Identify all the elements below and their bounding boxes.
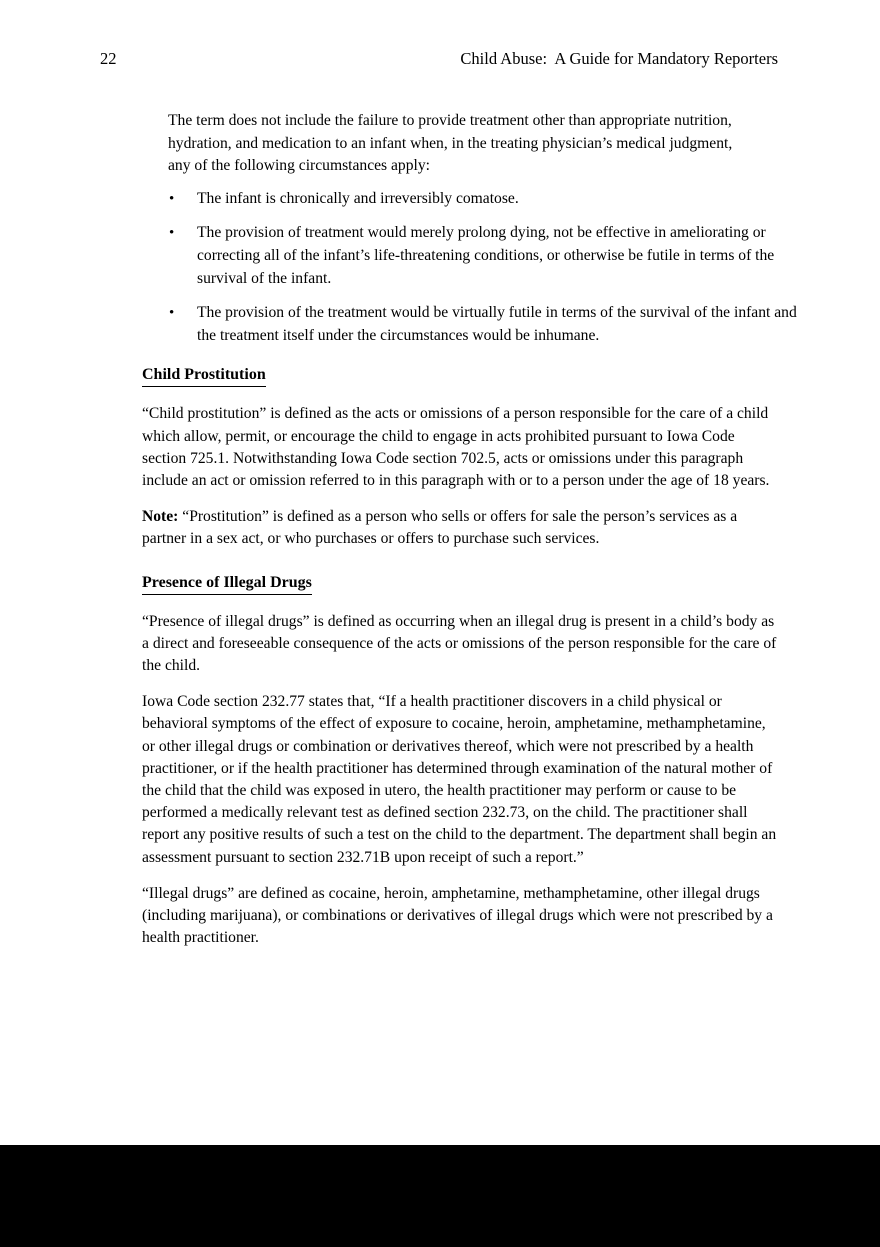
note-label: Note: bbox=[142, 508, 179, 526]
bullet-icon: • bbox=[169, 225, 175, 242]
section-paragraph: “Child prostitution” is defined as the acts or omissions of a person responsible for the care of a child which allow, permit, or encourage the child to engage in acts prohibited pursuant to Iowa Code section 725.1. Notwithstanding Iowa Code section 702.5, acts or omissions under this paragraph include an act or omission referred to in this paragraph with or to a person under the age of 18 years. bbox=[142, 405, 770, 489]
page-number: 22 bbox=[100, 49, 117, 68]
list-item bbox=[142, 302, 807, 347]
page-content bbox=[142, 110, 797, 963]
section-heading-presence-of-illegal-drugs: Presence of Illegal Drugs bbox=[142, 573, 312, 595]
bullet-icon: • bbox=[169, 190, 175, 207]
section-child-prostitution bbox=[142, 365, 778, 403]
note-text: “Prostitution” is defined as a person who sells or offers for sale the person’s services as a partner in a sex act, or who purchases or offers to purchase such services. bbox=[142, 508, 738, 548]
section-paragraph: Iowa Code section 232.77 states that, “If a health practitioner discovers in a child physical or behavioral symptoms of the effect of exposure to cocaine, heroin, amphetamine, methamphetamine, or other illegal drugs or combination or derivatives thereof, which were not prescribed by a health practitioner, or if the health practitioner has determined through examination of the natural mother of the child that the child was exposed in utero, the health practitioner may perform or cause to be performed a medically relevant test as defined section 232.73, on the child. The practitioner shall report any positive results of such a test on the child to the department. The department shall begin an assessment pursuant to section 232.71B upon receipt of such a report.” bbox=[142, 693, 777, 866]
list-item-text: The provision of treatment would merely prolong dying, not be effective in ameliorating or correcting all of the infant’s life-threatening conditions, or otherwise be futile in terms of the survival of the infant. bbox=[197, 224, 775, 287]
section-paragraph: “Illegal drugs” are defined as cocaine, heroin, amphetamine, methamphetamine, other illegal drugs (including marijuana), or combinations or derivatives of illegal drugs which were not prescribed by a health practitioner. bbox=[142, 884, 773, 947]
intro-paragraph: The term does not include the failure to provide treatment other than appropriate nutrition, hydration, and medication to an infant when, in the treating physician’s medical judgment, any of the following circumstances apply: bbox=[168, 112, 733, 175]
list-item bbox=[142, 222, 807, 290]
list-item-text: The provision of the treatment would be virtually futile in terms of the survival of the infant and the treatment itself under the circumstances would be inhumane. bbox=[197, 304, 797, 344]
running-head bbox=[100, 48, 778, 70]
section-heading-child-prostitution: Child Prostitution bbox=[142, 365, 266, 387]
page-footer-bar bbox=[0, 1145, 880, 1247]
section-paragraph: “Presence of illegal drugs” is defined as occurring when an illegal drug is present in a child’s body as a direct and foreseeable consequence of the acts or omissions of the person responsible for the care of the child. bbox=[142, 612, 777, 674]
bullet-icon: • bbox=[169, 305, 175, 322]
list-item-text: The infant is chronically and irreversibly comatose. bbox=[197, 189, 519, 207]
running-title: Child Abuse: A Guide for Mandatory Reporters bbox=[460, 49, 778, 68]
circumstances-list bbox=[142, 188, 797, 348]
list-item bbox=[142, 188, 807, 211]
note-paragraph bbox=[142, 506, 778, 550]
section-presence-of-illegal-drugs bbox=[142, 573, 778, 611]
